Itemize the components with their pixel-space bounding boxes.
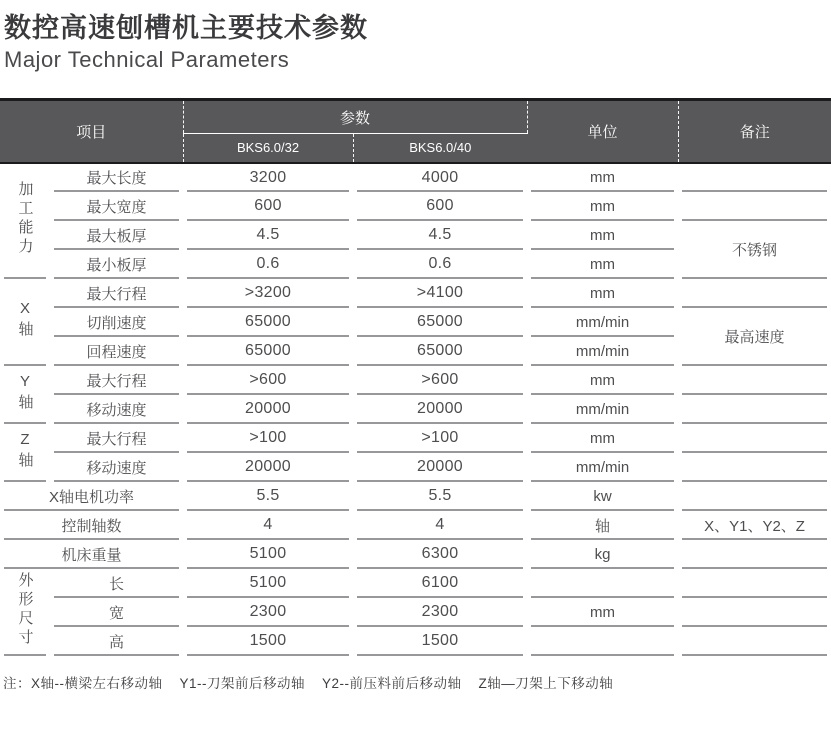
header-unit: 单位 bbox=[527, 100, 678, 163]
value-bks32: 5100 bbox=[183, 569, 353, 598]
unit-cell: mm bbox=[527, 279, 678, 308]
remark-max-speed: 最高速度 bbox=[678, 308, 831, 366]
group-label-x-axis bbox=[0, 279, 50, 366]
unit-cell: kw bbox=[527, 482, 678, 511]
value-bks32: 0.6 bbox=[183, 250, 353, 279]
value-bks32: 2300 bbox=[183, 598, 353, 627]
unit-cell bbox=[527, 569, 678, 598]
value-bks40: 4 bbox=[353, 511, 527, 540]
item-label: 最大板厚 bbox=[50, 221, 183, 250]
value-bks40: 65000 bbox=[353, 337, 527, 366]
table-row bbox=[0, 366, 831, 395]
table-row bbox=[0, 627, 831, 656]
value-bks40: 2300 bbox=[353, 598, 527, 627]
item-label: 机床重量 bbox=[0, 540, 183, 569]
unit-cell: 轴 bbox=[527, 511, 678, 540]
item-label: 最小板厚 bbox=[50, 250, 183, 279]
header-remark: 备注 bbox=[678, 100, 831, 163]
table-row bbox=[0, 569, 831, 598]
remark-axes: X、Y1、Y2、Z bbox=[678, 511, 831, 540]
value-bks40: 6100 bbox=[353, 569, 527, 598]
unit-cell: mm bbox=[527, 598, 678, 627]
group-label-text: Y轴 bbox=[16, 372, 34, 413]
value-bks32: 4 bbox=[183, 511, 353, 540]
table-row bbox=[0, 482, 831, 511]
unit-cell: mm bbox=[527, 424, 678, 453]
item-label: 最大行程 bbox=[50, 424, 183, 453]
value-bks40: 1500 bbox=[353, 627, 527, 656]
unit-cell bbox=[527, 627, 678, 656]
remark-cell bbox=[678, 598, 831, 627]
remark-cell bbox=[678, 627, 831, 656]
value-bks32: 4.5 bbox=[183, 221, 353, 250]
value-bks40: 6300 bbox=[353, 540, 527, 569]
item-label: 长 bbox=[50, 569, 183, 598]
value-bks32: 600 bbox=[183, 192, 353, 221]
remark-cell bbox=[678, 366, 831, 395]
footnote-item: X轴--横梁左右移动轴 bbox=[31, 675, 163, 691]
value-bks32: 1500 bbox=[183, 627, 353, 656]
remark-cell bbox=[678, 453, 831, 482]
value-bks40: >100 bbox=[353, 424, 527, 453]
group-label-text: Z轴 bbox=[16, 430, 34, 471]
value-bks40: 4.5 bbox=[353, 221, 527, 250]
value-bks40: 4000 bbox=[353, 163, 527, 192]
value-bks32: 20000 bbox=[183, 395, 353, 424]
page-title: 数控高速刨槽机主要技术参数 bbox=[4, 13, 368, 43]
unit-cell: mm/min bbox=[527, 308, 678, 337]
value-bks32: >100 bbox=[183, 424, 353, 453]
remark-cell bbox=[678, 482, 831, 511]
unit-cell: mm bbox=[527, 163, 678, 192]
table-row bbox=[0, 192, 831, 221]
value-bks32: >3200 bbox=[183, 279, 353, 308]
item-label: 最大行程 bbox=[50, 279, 183, 308]
value-bks32: >600 bbox=[183, 366, 353, 395]
table-row bbox=[0, 540, 831, 569]
footnote-item: Y2--前压料前后移动轴 bbox=[322, 675, 462, 691]
table-row bbox=[0, 453, 831, 482]
unit-cell: mm/min bbox=[527, 395, 678, 424]
group-label-y-axis bbox=[0, 366, 50, 424]
item-label: 回程速度 bbox=[50, 337, 183, 366]
group-label-text: 外形尺寸 bbox=[16, 572, 34, 648]
footnote-item: Y1--刀架前后移动轴 bbox=[179, 675, 306, 691]
table-row bbox=[0, 308, 831, 337]
footnote-prefix: 注： bbox=[3, 675, 31, 691]
table-body bbox=[0, 163, 831, 656]
table-row bbox=[0, 511, 831, 540]
group-label-dimensions bbox=[0, 569, 50, 656]
value-bks32: 3200 bbox=[183, 163, 353, 192]
group-label-text: X轴 bbox=[16, 300, 34, 340]
value-bks40: 20000 bbox=[353, 453, 527, 482]
page-subtitle: Major Technical Parameters bbox=[4, 47, 290, 72]
remark-cell bbox=[678, 424, 831, 453]
table-row bbox=[0, 221, 831, 250]
remark-cell bbox=[678, 192, 831, 221]
item-label: 最大行程 bbox=[50, 366, 183, 395]
value-bks32: 20000 bbox=[183, 453, 353, 482]
item-label: 切削速度 bbox=[50, 308, 183, 337]
value-bks40: 5.5 bbox=[353, 482, 527, 511]
unit-cell: kg bbox=[527, 540, 678, 569]
remark-cell bbox=[678, 279, 831, 308]
remark-cell bbox=[678, 569, 831, 598]
table-row bbox=[0, 279, 831, 308]
item-label: 最大宽度 bbox=[50, 192, 183, 221]
value-bks40: 20000 bbox=[353, 395, 527, 424]
remark-cell bbox=[678, 540, 831, 569]
item-label: X轴电机功率 bbox=[0, 482, 183, 511]
header-item: 项目 bbox=[0, 100, 183, 163]
item-label: 移动速度 bbox=[50, 453, 183, 482]
value-bks40: >600 bbox=[353, 366, 527, 395]
table-row bbox=[0, 163, 831, 192]
group-label-processing bbox=[0, 163, 50, 279]
table-row bbox=[0, 598, 831, 627]
remark-cell bbox=[678, 395, 831, 424]
value-bks32: 65000 bbox=[183, 337, 353, 366]
item-label: 最大长度 bbox=[50, 163, 183, 192]
footnote-item: Z轴—刀架上下移动轴 bbox=[478, 675, 614, 691]
value-bks40: 65000 bbox=[353, 308, 527, 337]
unit-cell: mm bbox=[527, 192, 678, 221]
item-label: 宽 bbox=[50, 598, 183, 627]
unit-cell: mm bbox=[527, 366, 678, 395]
unit-cell: mm/min bbox=[527, 337, 678, 366]
header-params: 参数 bbox=[183, 100, 527, 134]
table-row bbox=[0, 395, 831, 424]
footnote bbox=[3, 672, 831, 692]
value-bks40: >4100 bbox=[353, 279, 527, 308]
parameters-table bbox=[0, 98, 831, 656]
group-label-z-axis bbox=[0, 424, 50, 482]
value-bks32: 5.5 bbox=[183, 482, 353, 511]
value-bks40: 600 bbox=[353, 192, 527, 221]
remark-stainless: 不锈钢 bbox=[678, 221, 831, 279]
item-label: 移动速度 bbox=[50, 395, 183, 424]
item-label: 高 bbox=[50, 627, 183, 656]
table-header bbox=[0, 100, 831, 163]
unit-cell: mm bbox=[527, 221, 678, 250]
page bbox=[0, 12, 831, 740]
value-bks32: 65000 bbox=[183, 308, 353, 337]
unit-cell: mm/min bbox=[527, 453, 678, 482]
header-model-bks32: BKS6.0/32 bbox=[183, 134, 353, 163]
value-bks32: 5100 bbox=[183, 540, 353, 569]
header-model-bks40: BKS6.0/40 bbox=[353, 134, 527, 163]
table-row bbox=[0, 424, 831, 453]
remark-cell bbox=[678, 163, 831, 192]
value-bks40: 0.6 bbox=[353, 250, 527, 279]
item-label: 控制轴数 bbox=[0, 511, 183, 540]
group-label-text: 加工能力 bbox=[16, 181, 34, 257]
unit-cell: mm bbox=[527, 250, 678, 279]
